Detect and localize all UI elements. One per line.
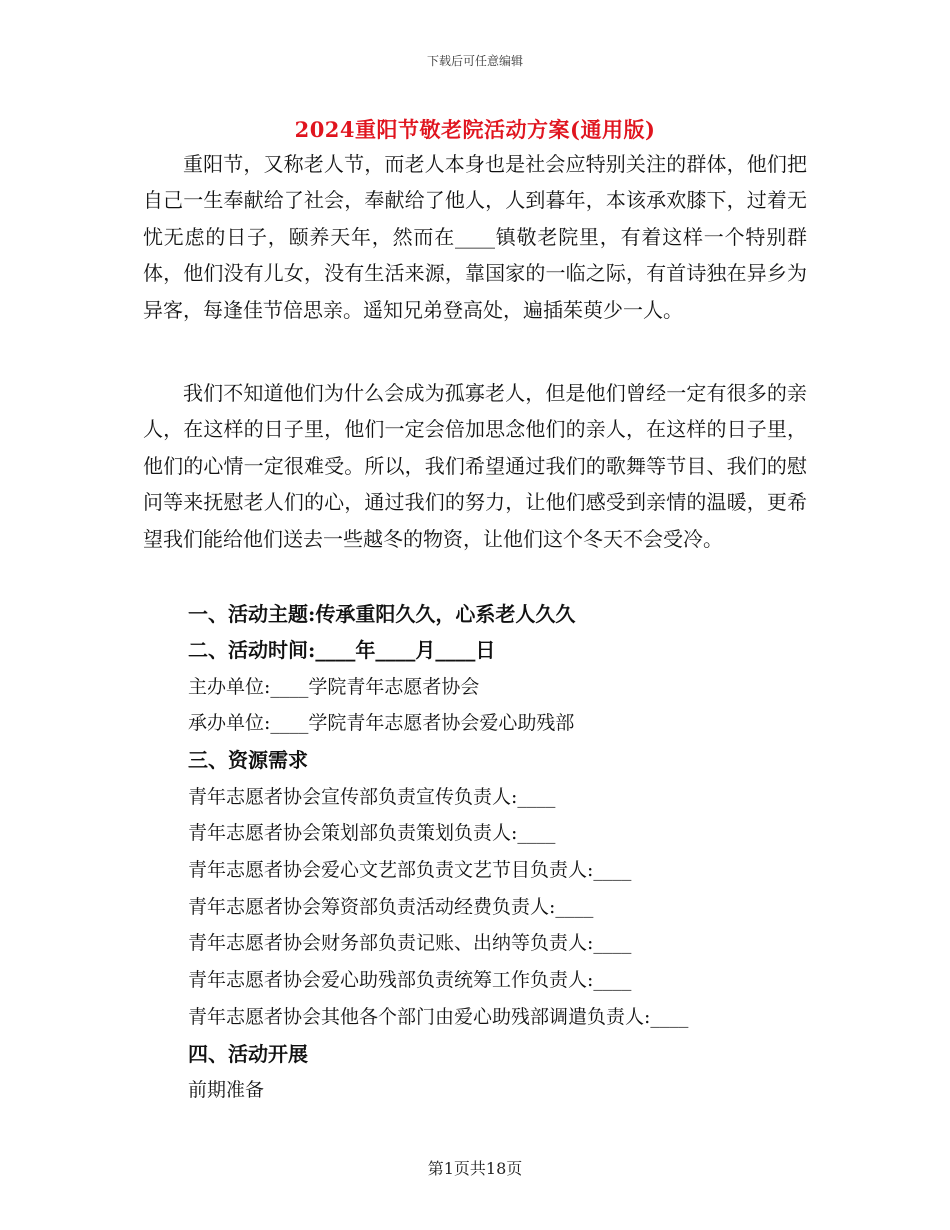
resource-line-finance: 青年志愿者协会财务部负责记账、出纳等负责人:____ [188,932,632,954]
page-footer: 第1页共18页 [427,1159,523,1178]
co-organizer-line: 承办单位:____学院青年志愿者协会爱心助残部 [188,712,575,734]
section-heading-theme: 一、活动主题:传承重阳久久，心系老人久久 [188,602,576,626]
paragraph-purpose [143,375,807,557]
paragraph-text: 重阳节，又称老人节，而老人本身也是社会应特别关注的群体，他们把自己一生奉献给了社会，奉献给了他人，人到暮年，本该承欢膝下，过着无忧无虑的日子，颐养天年，然而在____镇敬老院里，有着这样一个特别群体，他们没有儿女，没有生活来源，靠国家的一临之际，有首诗独在异乡为异客，每逢佳节倍思亲。遥知兄弟登高处，遍插茱萸少一人。 [143,152,807,322]
subheading-preparation: 前期准备 [188,1079,265,1101]
page-header: 下载后可任意编辑 [426,54,523,68]
section-heading-time: 二、活动时间:____年____月____日 [188,638,496,662]
resource-line-arts: 青年志愿者协会爱心文艺部负责文艺节目负责人:____ [188,859,632,881]
resource-line-funding: 青年志愿者协会筹资部负责活动经费负责人:____ [188,896,594,918]
paragraph-intro [143,146,807,328]
resource-line-coordination: 青年志愿者协会爱心助残部负责统筹工作负责人:____ [188,969,632,991]
resource-line-publicity: 青年志愿者协会宣传部负责宣传负责人:____ [188,786,556,808]
document-title: 2024重阳节敬老院活动方案(通用版) [294,117,656,142]
resource-line-planning: 青年志愿者协会策划部负责策划负责人:____ [188,822,556,844]
paragraph-text: 我们不知道他们为什么会成为孤寡老人，但是他们曾经一定有很多的亲人，在这样的日子里，他们一定会倍加思念他们的亲人，在这样的日子里，他们的心情一定很难受。所以，我们希望通过我们的歌舞等节目、我们的慰问等来抚慰老人们的心，通过我们的努力，让他们感受到亲情的温暖，更希望我们能给他们送去一些越冬的物资，让他们这个冬天不会受冷。 [143,381,807,551]
section-heading-activities: 四、活动开展 [188,1042,308,1066]
organizer-line: 主办单位:____学院青年志愿者协会 [188,676,480,698]
section-heading-resources: 三、资源需求 [188,748,308,772]
resource-line-other: 青年志愿者协会其他各个部门由爱心助残部调遣负责人:____ [188,1006,689,1028]
